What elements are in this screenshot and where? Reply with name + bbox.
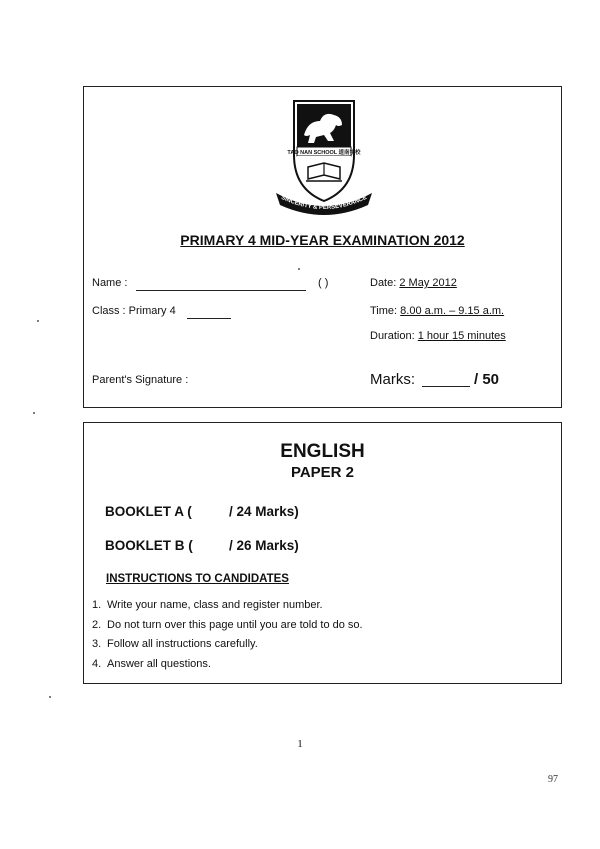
scan-speck [298, 268, 300, 270]
date-label: Date: [370, 277, 397, 289]
svg-text:SINCERITY & PERSEVERANCE: SINCERITY & PERSEVERANCE [280, 194, 368, 212]
marks-line[interactable] [422, 386, 470, 387]
subject-title: ENGLISH [280, 441, 365, 462]
instruction-item: 2. Do not turn over this page until you are told to do so. [92, 618, 363, 631]
duration-label: Duration: [370, 330, 415, 342]
exam-header-box [83, 86, 562, 408]
duration-value: 1 hour 15 minutes [417, 330, 506, 342]
marks-total: / 50 [474, 371, 500, 388]
corner-mark: 97 [548, 774, 558, 785]
time-label: Time: [370, 305, 398, 317]
register-number-brackets: ( ) [318, 277, 329, 289]
booklet-b-marks: / 26 Marks) [229, 538, 299, 553]
marks-label: Marks: [370, 371, 415, 388]
exam-title: PRIMARY 4 MID-YEAR EXAMINATION 2012 [180, 232, 465, 248]
paper-name: PAPER 2 [290, 464, 355, 481]
instruction-item: 3. Follow all instructions carefully. [92, 638, 258, 650]
booklet-a-label: BOOKLET A ( [105, 504, 192, 519]
duration-field [370, 330, 506, 342]
name-label: Name : [92, 277, 128, 289]
instructions-heading: INSTRUCTIONS TO CANDIDATES [106, 573, 289, 585]
time-field [370, 305, 504, 317]
class-line[interactable] [187, 318, 231, 319]
paper-info-box [83, 422, 562, 684]
parent-signature-label: Parent's Signature : [92, 374, 189, 386]
scan-speck [33, 412, 35, 414]
date-value: 2 May 2012 [399, 277, 457, 289]
school-crest-logo [272, 97, 376, 215]
page-number: 1 [297, 738, 303, 750]
svg-text:TAO NAN SCHOOL 道南学校: TAO NAN SCHOOL 道南学校 [287, 150, 361, 156]
scan-speck [49, 696, 51, 698]
class-label: Class : Primary 4 [92, 305, 176, 317]
instructions-list [92, 599, 363, 677]
instruction-item: 4. Answer all questions. [92, 657, 211, 670]
date-field [370, 277, 457, 289]
scan-speck [37, 320, 39, 322]
name-line[interactable] [136, 290, 306, 291]
time-value: 8.00 a.m. – 9.15 a.m. [400, 305, 505, 317]
booklet-a-marks: / 24 Marks) [229, 504, 299, 519]
instruction-item: 1. Write your name, class and register number. [92, 599, 323, 611]
booklet-b-label: BOOKLET B ( [105, 538, 193, 553]
